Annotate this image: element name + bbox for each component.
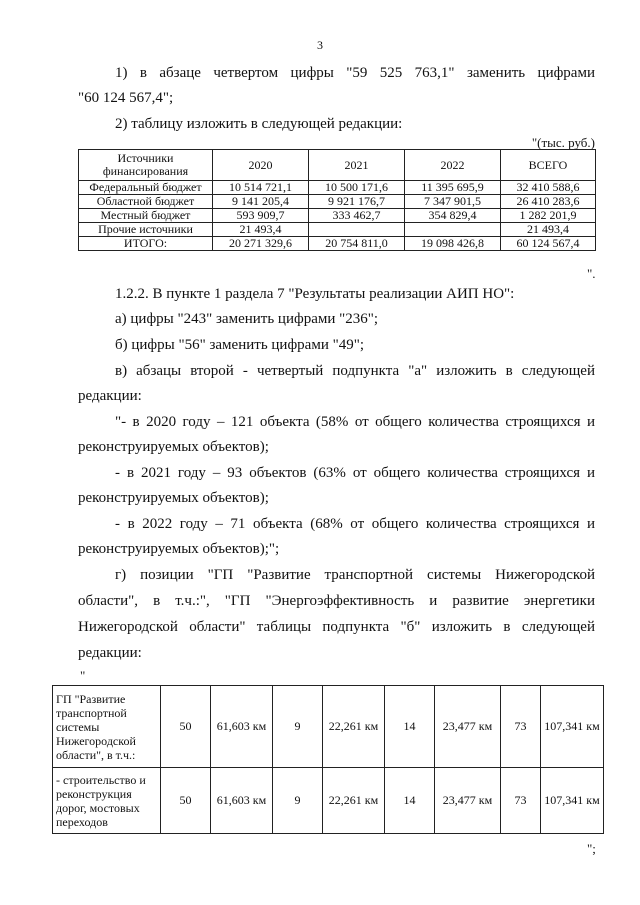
table-cell: ГП "Развитие транспортной системы Нижегородской области", в т.ч.:	[53, 686, 161, 768]
table-cell: 73	[501, 686, 541, 768]
table-cell: 61,603 км	[211, 686, 273, 768]
table-cell: 10 514 721,1	[213, 181, 309, 195]
paragraph-3: 1.2.2. В пункте 1 раздела 7 "Результаты реализации АИП НО":	[115, 286, 515, 302]
table-cell: 14	[385, 686, 435, 768]
paragraph-8-line-1: - в 2021 году – 93 объектов (63% от общего количества строящихся и	[115, 465, 595, 481]
table-cell: 20 271 329,6	[213, 237, 309, 251]
table-cell: 22,261 км	[323, 686, 385, 768]
table-cell: 50	[161, 686, 211, 768]
table-row	[53, 768, 604, 834]
table-cell: 107,341 км	[541, 686, 604, 768]
unit-label: "(тыс. руб.)	[531, 135, 595, 150]
table-cell: 1 282 201,9	[501, 209, 596, 223]
table-cell: 21 493,4	[213, 223, 309, 237]
table-cell: 23,477 км	[435, 768, 501, 834]
paragraph-9-line-1: - в 2022 году – 71 объекта (68% от общего количества строящихся и	[115, 516, 595, 532]
table-cell: 21 493,4	[501, 223, 596, 237]
table-cell: 19 098 426,8	[405, 237, 501, 251]
table-total-row	[79, 237, 596, 251]
table-cell: 73	[501, 768, 541, 834]
table-cell: 9 141 205,4	[213, 195, 309, 209]
paragraph-7-line-2: реконструируемых объектов);	[78, 439, 269, 455]
paragraph-1-line-2: "60 124 567,4";	[78, 90, 174, 106]
paragraph-10-line-2: области", в т.ч.:", "ГП "Энергоэффективность и развитие энергетики	[78, 593, 595, 609]
page-number: 3	[317, 38, 323, 52]
table-cell: 61,603 км	[211, 768, 273, 834]
table-row	[79, 223, 596, 237]
table-cell: Местный бюджет	[79, 209, 213, 223]
table-cell: 9 921 176,7	[309, 195, 405, 209]
table-2-close-quote: ";	[587, 841, 596, 856]
table-cell: 7 347 901,5	[405, 195, 501, 209]
table-1-close-quote: ".	[587, 266, 596, 281]
table-cell: 60 124 567,4	[501, 237, 596, 251]
paragraph-9-line-2: реконструируемых объектов);";	[78, 541, 280, 557]
table-cell: - строительство и реконструкция дорог, мостовых переходов	[53, 768, 161, 834]
header-cell: ВСЕГО	[501, 150, 596, 181]
table-cell	[405, 223, 501, 237]
table-cell: 50	[161, 768, 211, 834]
header-cell: Источники финансирования	[79, 150, 213, 181]
table-cell: 23,477 км	[435, 686, 501, 768]
paragraph-1-line-1: 1) в абзаце четвертом цифры "59 525 763,1" заменить цифрами	[115, 65, 595, 81]
table-cell: 593 909,7	[213, 209, 309, 223]
paragraph-4: а) цифры "243" заменить цифрами "236";	[115, 311, 379, 327]
table-cell: 333 462,7	[309, 209, 405, 223]
table-row	[79, 209, 596, 223]
table-cell: 10 500 171,6	[309, 181, 405, 195]
table-header-row	[79, 150, 596, 181]
table-cell: 107,341 км	[541, 768, 604, 834]
table-cell: 20 754 811,0	[309, 237, 405, 251]
paragraph-10-line-3: Нижегородской области" таблицы подпункта "б" изложить в следующей	[78, 619, 595, 635]
paragraph-6-line-1: в) абзацы второй - четвертый подпункта "а" изложить в следующей	[115, 363, 595, 379]
table-cell: Областной бюджет	[79, 195, 213, 209]
table-row	[79, 195, 596, 209]
table-cell: 26 410 283,6	[501, 195, 596, 209]
financing-table	[78, 149, 596, 251]
paragraph-5: б) цифры "56" заменить цифрами "49";	[115, 337, 365, 353]
program-table	[52, 685, 604, 834]
table-cell: 32 410 588,6	[501, 181, 596, 195]
table-cell: 22,261 км	[323, 768, 385, 834]
paragraph-7-line-1: "- в 2020 году – 121 объекта (58% от общего количества строящихся и	[115, 414, 595, 430]
table-cell: 11 395 695,9	[405, 181, 501, 195]
header-cell: 2021	[309, 150, 405, 181]
paragraph-2: 2) таблицу изложить в следующей редакции:	[115, 116, 403, 132]
table-cell: 9	[273, 686, 323, 768]
table-cell: Федеральный бюджет	[79, 181, 213, 195]
table-2-open-quote: "	[80, 668, 86, 683]
header-cell: 2020	[213, 150, 309, 181]
table-cell	[309, 223, 405, 237]
table-row	[79, 181, 596, 195]
header-cell: 2022	[405, 150, 501, 181]
table-cell: 9	[273, 768, 323, 834]
paragraph-6-line-2: редакции:	[78, 388, 142, 404]
table-cell: 14	[385, 768, 435, 834]
table-cell: 354 829,4	[405, 209, 501, 223]
table-row	[53, 686, 604, 768]
table-cell: Прочие источники	[79, 223, 213, 237]
paragraph-10-line-1: г) позиции "ГП "Развитие транспортной системы Нижегородской	[115, 567, 595, 583]
table-cell: ИТОГО:	[79, 237, 213, 251]
paragraph-10-line-4: редакции:	[78, 645, 142, 661]
paragraph-8-line-2: реконструируемых объектов);	[78, 490, 269, 506]
